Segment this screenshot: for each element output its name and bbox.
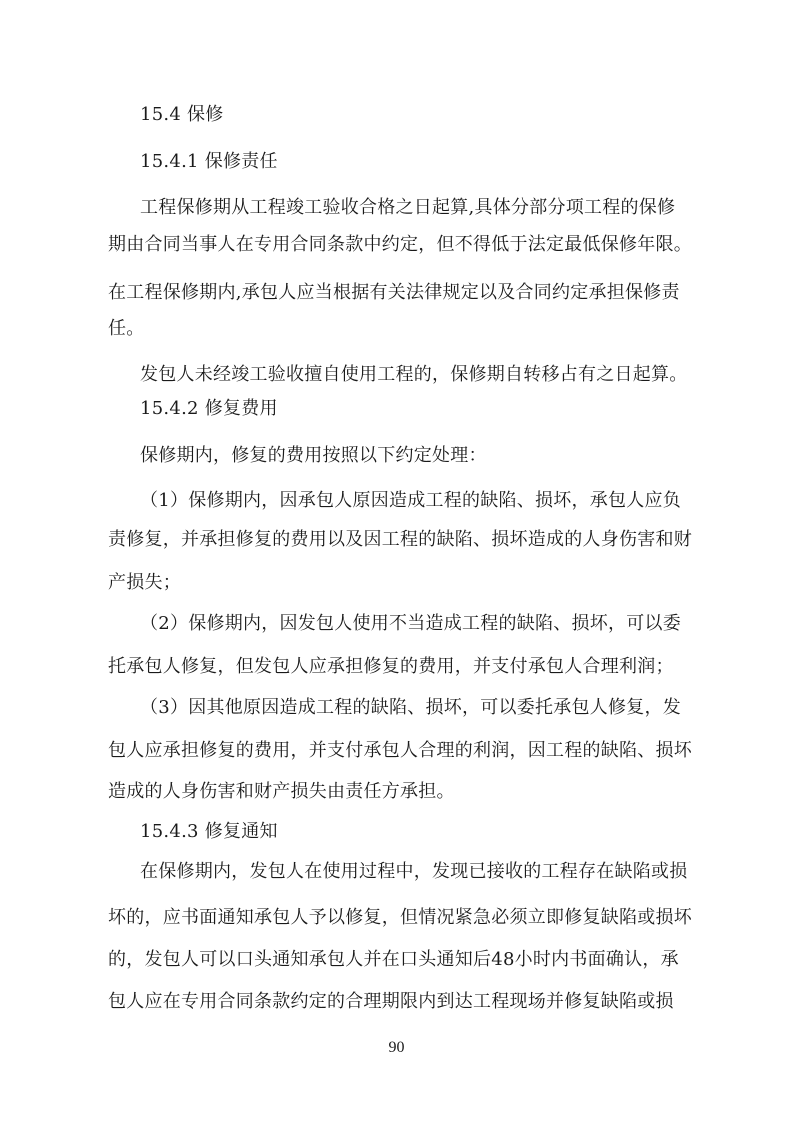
body-line: 任。 (108, 318, 145, 339)
body-line: 责修复，并承担修复的费用以及因工程的缺陷、损坏造成的人身伤害和财 (108, 529, 692, 550)
body-line: 在保修期内，发包人在使用过程中，发现已接收的工程存在缺陷或损 (140, 861, 688, 882)
list-item-1: （1）保修期内，因承包人原因造成工程的缺陷、损坏，承包人应负 (140, 490, 681, 511)
body-line: 的，发包人可以口头通知承包人并在口头通知后48小时内书面确认，承 (108, 949, 679, 970)
body-line: 坏的，应书面通知承包人予以修复，但情况紧急必须立即修复缺陷或损坏 (108, 907, 692, 928)
body-line: 产损失； (108, 572, 181, 593)
body-line: 期由合同当事人在专用合同条款中约定，但不得低于法定最低保修年限。 (108, 234, 692, 255)
body-line: 托承包人修复，但发包人应承担修复的费用，并支付承包人合理利润； (108, 656, 674, 677)
subsection-heading-15-4-1: 15.4.1 保修责任 (140, 151, 278, 172)
section-heading-15-4: 15.4 保修 (140, 104, 224, 125)
subsection-heading-15-4-3: 15.4.3 修复通知 (140, 821, 278, 842)
page-number: 90 (388, 1039, 405, 1056)
body-line: 造成的人身伤害和财产损失由责任方承担。 (108, 781, 455, 802)
list-item-2: （2）保修期内，因发包人使用不当造成工程的缺陷、损坏，可以委 (140, 613, 681, 634)
body-line: 在工程保修期内,承包人应当根据有关法律规定以及合同约定承担保修责 (108, 282, 680, 303)
body-line: 包人应在专用合同条款约定的合理期限内到达工程现场并修复缺陷或损 (108, 991, 674, 1012)
body-line: 保修期内，修复的费用按照以下约定处理： (140, 445, 487, 466)
body-line: 包人应承担修复的费用，并支付承包人合理的利润，因工程的缺陷、损坏 (108, 740, 692, 761)
subsection-heading-15-4-2: 15.4.2 修复费用 (140, 398, 278, 419)
body-line: 工程保修期从工程竣工验收合格之日起算,具体分部分项工程的保修 (140, 197, 676, 218)
list-item-3: （3）因其他原因造成工程的缺陷、损坏，可以委托承包人修复，发 (140, 697, 681, 718)
body-line: 发包人未经竣工验收擅自使用工程的，保修期自转移占有之日起算。 (140, 364, 688, 385)
